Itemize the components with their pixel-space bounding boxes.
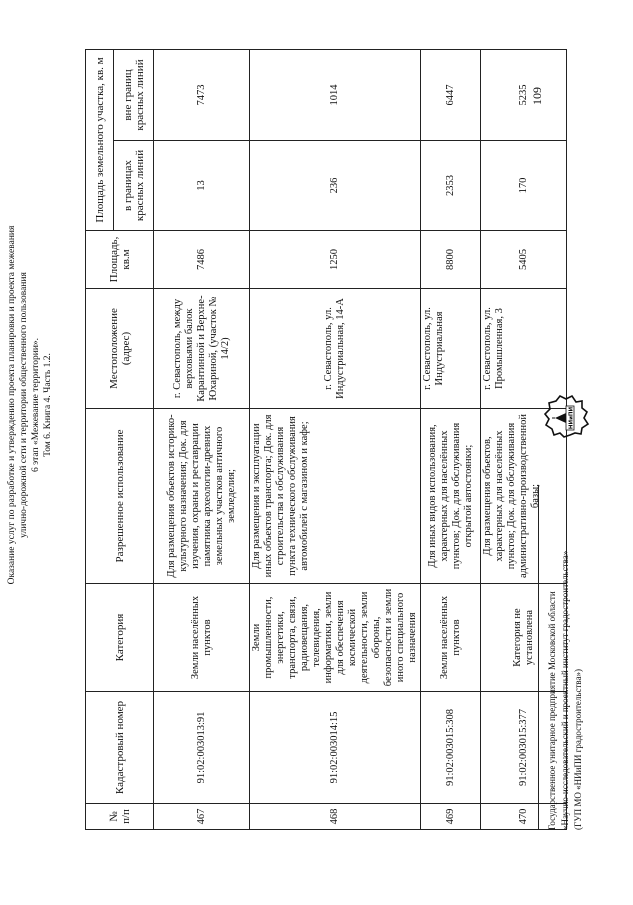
header-location: Местоположение (адрес): [86, 289, 154, 409]
cell-outside-red-lines: 1014: [250, 49, 421, 140]
cell-location: г. Севастополь, ул. Индустриальная, 14-А: [250, 289, 421, 409]
cell-location: г. Севастополь, между верховьями балок Карантинной и Верхне-Юхариной, (участок № 14/2): [154, 289, 250, 409]
cell-outside-red-lines: 5235: [481, 49, 567, 140]
header-area: Площадь, кв.м: [86, 231, 154, 289]
footer-divider: [538, 485, 539, 830]
cell-num: 468: [250, 804, 421, 830]
cell-permitted-use: Для размещения объектов, характерных для населённых пунктов; Док. для обслуживания административно-производственной базы;: [481, 409, 567, 584]
table-header-row: [86, 49, 114, 829]
cell-area: 1250: [250, 231, 421, 289]
cell-inside-red-lines: 2353: [421, 141, 481, 231]
cell-location: г. Севастополь, ул. Индустриальная: [421, 289, 481, 409]
header-line-3: 6 этап «Межевание территории».: [31, 337, 41, 473]
cell-category: Земли населённых пунктов: [421, 584, 481, 692]
header-outside-red-lines: вне границ красных линий: [114, 49, 154, 140]
org-line-2: «Научно-исследовательский и проектный институт градостроительства»: [560, 550, 570, 830]
header-permitted-use: Разрешенное использование: [86, 409, 154, 584]
cell-category: Земли промышленности, энергетики, транспорта, связи, радиовещания, телевидения, информатики, земли для обеспечения космической деятельности, земли обороны, безопасности и земли иного специального назначения: [250, 584, 421, 692]
cell-cadastral: 91:02:003013:91: [154, 692, 250, 804]
cell-permitted-use: Для иных видов использования, характерных для населённых пунктов; Док. для обслуживания открытой автостоянки;: [421, 409, 481, 584]
cell-cadastral: 91:02:003014:15: [250, 692, 421, 804]
header-cadastral: Кадастровый номер: [86, 692, 154, 804]
header-line-4: Том 6. Книга 4. Часть 1.2.: [43, 353, 53, 457]
cell-inside-red-lines: 170: [481, 141, 567, 231]
svg-text:НИиПИ: НИиПИ: [568, 406, 575, 430]
cell-num: 469: [421, 804, 481, 830]
cell-location: г. Севастополь, ул. Промышленная, 3: [481, 289, 567, 409]
table-row: [421, 49, 481, 829]
cell-num: 470: [481, 804, 567, 830]
org-line-1: Государственное унитарное предприятие Московской области: [547, 591, 557, 830]
header-inside-red-lines: в границах красных линий: [114, 141, 154, 231]
land-plots-table: [85, 49, 567, 830]
header-land-area: Площадь земельного участка, кв. м: [86, 49, 114, 230]
cell-permitted-use: Для размещения и эксплуатации иных объектов транспорта; Док. для строительства и обслуживания пункта технического обслуживания автомобилей с магазином и кафе;: [250, 409, 421, 584]
cell-area: 5405: [481, 231, 567, 289]
cell-permitted-use: Для размещения объектов историко-культурного назначения; Док. для изучения, охраны и реставрации памятника археологии-древних земельных участков античного земледелия;: [154, 409, 250, 584]
cell-inside-red-lines: 236: [250, 141, 421, 231]
cell-cadastral: 91:02:003015:377: [481, 692, 567, 804]
cell-area: 8800: [421, 231, 481, 289]
cell-cadastral: 91:02:003015:308: [421, 692, 481, 804]
institute-logo-icon: [540, 391, 592, 445]
page-number: 109: [530, 87, 544, 105]
header-category: Категория: [86, 584, 154, 692]
cell-outside-red-lines: 6447: [421, 49, 481, 140]
document-footer: [538, 40, 618, 830]
header-line-1: Оказание услуг по разработке и утверждению проекта планировки и проекта межевания: [7, 225, 17, 585]
table-row: [154, 49, 250, 829]
cell-area: 7486: [154, 231, 250, 289]
cell-inside-red-lines: 13: [154, 141, 250, 231]
header-num: № п/п: [86, 804, 154, 830]
header-line-2: улично-дорожной сети и территории общественного пользования: [19, 272, 29, 538]
cell-num: 467: [154, 804, 250, 830]
document-header: [6, 145, 54, 665]
organization-block: [546, 551, 585, 830]
cell-category: Земли населённых пунктов: [154, 584, 250, 692]
org-line-3: (ГУП МО «НИиПИ градостроительства»): [573, 668, 583, 830]
cell-category: Категория не установлена: [481, 584, 567, 692]
table-row: [250, 49, 421, 829]
cell-outside-red-lines: 7473: [154, 49, 250, 140]
